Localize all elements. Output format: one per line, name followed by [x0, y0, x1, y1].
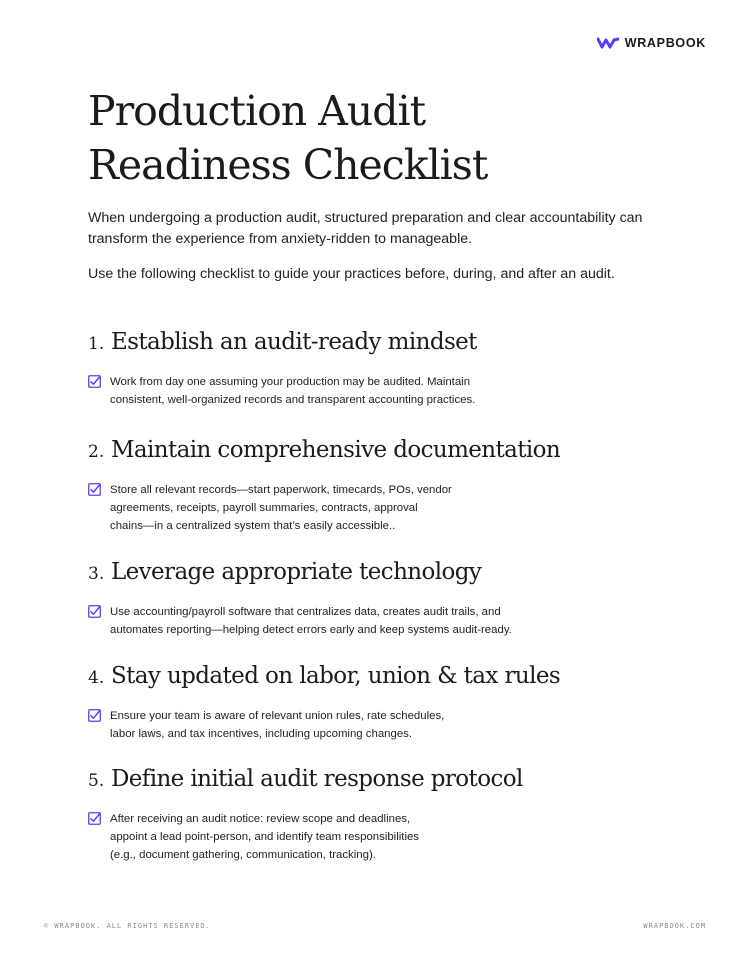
- section-title: Define initial audit response protocol: [110, 766, 523, 792]
- checklist-item: [88, 810, 688, 864]
- checklist-item: [88, 481, 688, 535]
- w-logo-icon: [597, 37, 619, 49]
- checklist-item: [88, 707, 688, 743]
- section-title: Establish an audit-ready mindset: [110, 329, 477, 355]
- section-heading: [88, 435, 688, 467]
- brand-name: WRAPBOOK: [624, 36, 706, 50]
- checklist-item-text: Store all relevant records—start paperwork, timecards, POs, vendor agreements, receipts, payroll summaries, contracts, approval chains—in a centralized system that’s easily accessible..: [110, 484, 452, 532]
- page-title: [88, 84, 487, 192]
- section-heading: [88, 327, 688, 359]
- checklist-item-text: After receiving an audit notice: review scope and deadlines, appoint a lead point-person, and identify team responsibilities (e.g., document gathering, communication, tracking).: [110, 813, 420, 861]
- intro-paragraph-2: Use the following checklist to guide your practices before, during, and after an audit.: [88, 266, 615, 282]
- checklist-section-3: [88, 557, 688, 639]
- checked-box-icon: [88, 709, 101, 722]
- checked-box-icon: [88, 375, 101, 388]
- section-number: 2.: [88, 442, 105, 462]
- checklist-item-text: Ensure your team is aware of relevant union rules, rate schedules, labor laws, and tax incentives, including upcoming changes.: [110, 710, 445, 740]
- checklist-item: [88, 603, 688, 639]
- section-title: Leverage appropriate technology: [110, 559, 482, 585]
- section-number: 1.: [88, 334, 105, 354]
- section-number: 5.: [88, 771, 105, 791]
- checklist-item-text: Use accounting/payroll software that centralizes data, creates audit trails, and automates reporting—helping detect errors early and keep systems audit-ready.: [110, 606, 512, 636]
- checklist-section-2: [88, 435, 688, 535]
- page-title-line-2: Readiness Checklist: [88, 141, 488, 189]
- section-heading: [88, 557, 688, 589]
- intro: [88, 208, 688, 285]
- footer-copyright: © WRAPBOOK. ALL RIGHTS RESERVED.: [44, 922, 211, 930]
- checked-box-icon: [88, 605, 101, 618]
- footer-website-link[interactable]: WRAPBOOK.COM: [643, 922, 706, 930]
- checklist-section-4: [88, 661, 688, 743]
- checklist-section-1: [88, 327, 688, 409]
- checked-box-icon: [88, 483, 101, 496]
- section-number: 4.: [88, 668, 105, 688]
- checked-box-icon: [88, 812, 101, 825]
- section-title: Stay updated on labor, union & tax rules: [110, 663, 561, 689]
- intro-paragraph-1: When undergoing a production audit, structured preparation and clear accountability can transform the experience from anxiety-ridden to manageable.: [88, 210, 643, 247]
- section-title: Maintain comprehensive documentation: [110, 437, 561, 463]
- checklist-section-5: [88, 764, 688, 864]
- brand-logo: [597, 36, 706, 50]
- section-number: 3.: [88, 564, 105, 584]
- checklist-item-text: Work from day one assuming your production may be audited. Maintain consistent, well-organized records and transparent accounting practices.: [110, 376, 476, 406]
- checklist-item: [88, 373, 688, 409]
- section-heading: [88, 661, 688, 693]
- section-heading: [88, 764, 688, 796]
- page-title-line-1: Production Audit: [88, 87, 426, 135]
